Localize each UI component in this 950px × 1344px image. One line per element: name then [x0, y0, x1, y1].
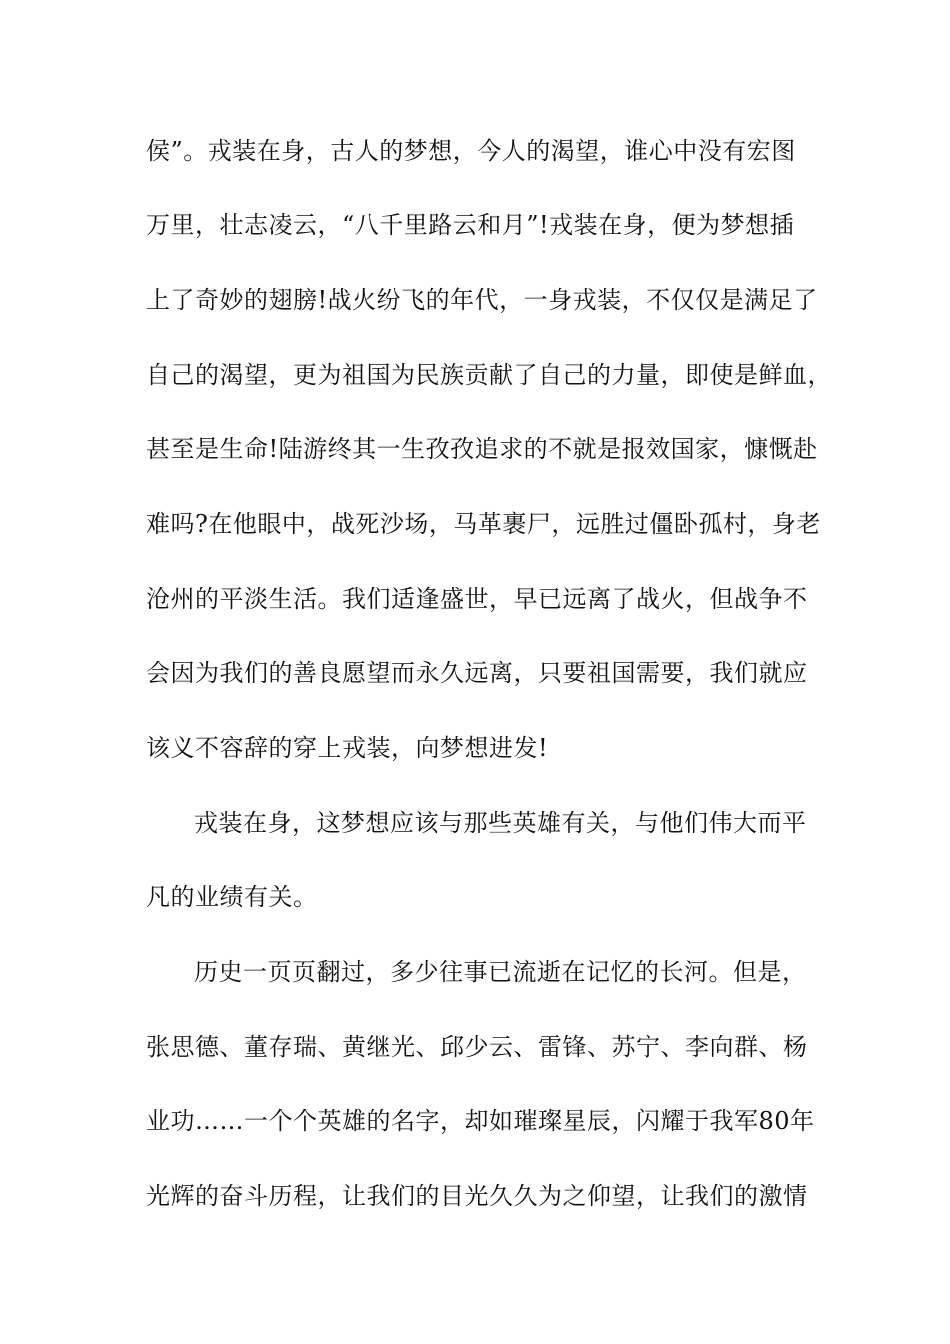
text-line: 难吗?在他眼中，战死沙场，马革裹尸，远胜过僵卧孤村，身老 [146, 510, 821, 538]
text-line: 张思德、董存瑞、黄继光、邱少云、雷锋、苏宁、李向群、杨 [146, 1033, 808, 1061]
paragraph-first-line: 戎装在身，这梦想应该与那些英雄有关，与他们伟大而平 [194, 809, 807, 837]
text-line: 该义不容辞的穿上戎装，向梦想进发! [146, 734, 549, 762]
text-line: 万里，壮志凌云，“八千里路云和月”!戎装在身，便为梦想插 [146, 211, 795, 239]
text-line: 沧州的平淡生活。我们适逢盛世，早已远离了战火，但战争不 [146, 585, 808, 613]
text-line: 自己的渴望，更为祖国为民族贡献了自己的力量，即使是鲜血， [146, 361, 832, 389]
text-line: 侯”。戎装在身，古人的梦想，今人的渴望，谁心中没有宏图 [146, 137, 796, 165]
text-line: 会因为我们的善良愿望而永久远离，只要祖国需要，我们就应 [146, 659, 808, 687]
text-line: 光辉的奋斗历程，让我们的目光久久为之仰望，让我们的激情 [146, 1182, 808, 1210]
text-line: 上了奇妙的翅膀!战火纷飞的年代，一身戎装，不仅仅是满足了 [146, 286, 818, 314]
paragraph-first-line: 历史一页页翻过，多少往事已流逝在记忆的长河。但是， [194, 958, 807, 986]
text-line: 业功……一个个英雄的名字，却如璀璨星辰，闪耀于我军80年 [146, 1107, 815, 1135]
text-line: 凡的业绩有关。 [146, 883, 318, 911]
text-line: 甚至是生命!陆游终其一生孜孜追求的不就是报效国家，慷慨赴 [146, 435, 818, 463]
